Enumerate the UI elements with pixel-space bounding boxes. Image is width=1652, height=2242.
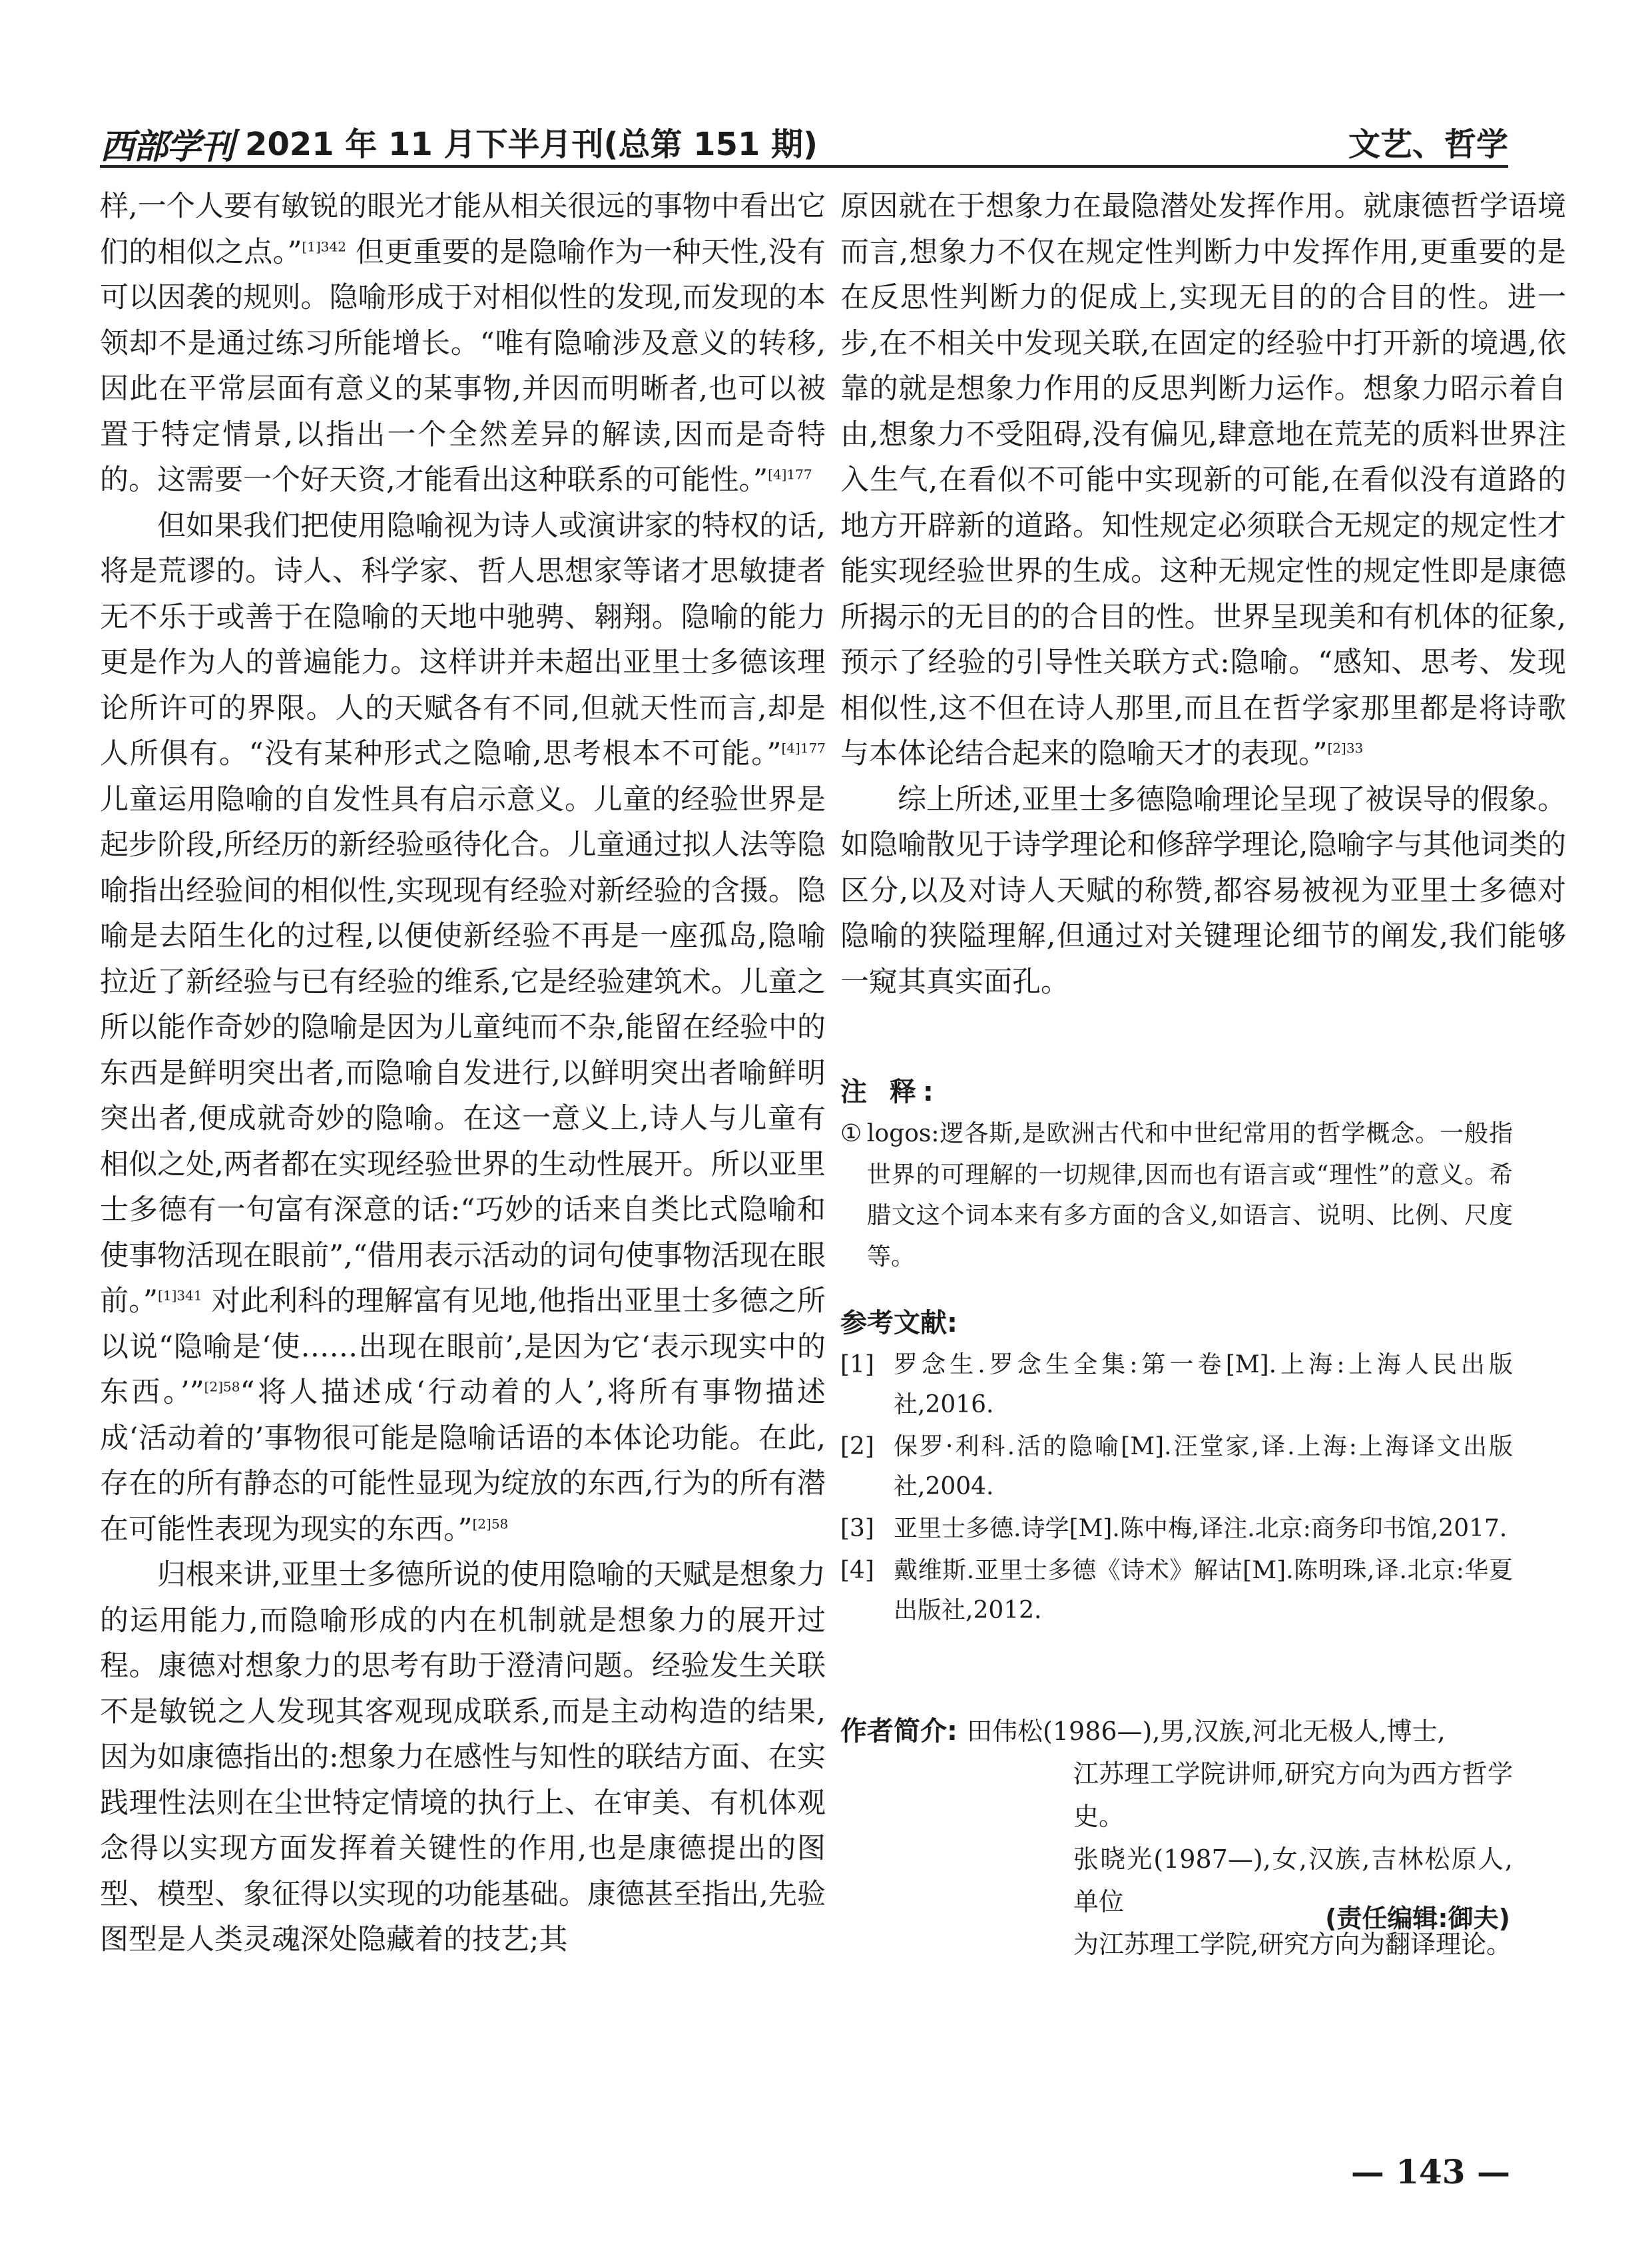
- citation: [2]58: [472, 1516, 509, 1532]
- paragraph: 原因就在于想象力在最隐潜处发挥作用。就康德哲学语境而言,想象力不仅在规定性判断力中发挥作用,更重要的是在反思性判断力的促成上,实现无目的的合目的性。进一步,在不相关中发现关联,在固定的经验中打开新的境遇,依靠的就是想象力作用的反思判断力运作。想象力昭示着自由,想象力不受阻碍,没有偏见,肆意地在荒芜的质料世界注入生气,在看似不可能中实现新的可能,在看似没有道路的地方开辟新的道路。知性规定必须联合无规定的规定性才能实现经验世界的生成。这种无规定性的规定性即是康德所揭示的无目的的合目的性。世界呈现美和有机体的征象,预示了经验的引导性关联方式:隐喻。“感知、思考、发现相似性,这不但在诗人那里,而且在哲学家那里都是将诗歌与本体论结合起来的隐喻天才的表现。”$^{[2]33}$: [840, 190, 1566, 770]
- running-header: [100, 113, 1508, 169]
- footnote-mark: ①: [840, 1120, 862, 1147]
- footnote: [840, 1113, 1513, 1277]
- reference-item: [1] 罗念生.罗念生全集:第一卷[M].上海:上海人民出版社,2016.: [840, 1351, 1513, 1418]
- references-heading: 参考文献:: [840, 1308, 958, 1338]
- citation: [4]177: [768, 466, 812, 483]
- citation: [1]342: [302, 238, 346, 255]
- page-number: — 143 —: [1350, 2152, 1510, 2191]
- author-line: 张晓光(1987—),女,汉族,吉林松原人,单位: [1073, 1844, 1513, 1916]
- header-rule: [100, 165, 1508, 168]
- references-list: [840, 1345, 1513, 1633]
- paragraph: 综上所述,亚里士多德隐喻理论呈现了被误导的假象。如隐喻散见于诗学理论和修辞学理论,隐喻字与其他词类的区分,以及对诗人天赋的称赞,都容易被视为亚里士多德对隐喻的狭隘理解,但通过对关键理论细节的阐发,我们能够一窥其真实面孔。: [840, 782, 1566, 999]
- author-line: 江苏理工学院讲师,研究方向为西方哲学史。: [1073, 1759, 1513, 1831]
- left-column: [100, 184, 826, 1963]
- citation: [1]341: [158, 1287, 202, 1304]
- footnote-text: logos:逻各斯,是欧洲古代和中世纪常用的哲学概念。一般指世界的可理解的一切规律,因而也有语言或“理性”的意义。希腊文这个词本来有多方面的含义,如语言、说明、比例、尺度等。: [867, 1120, 1513, 1270]
- citation: [2]33: [1327, 740, 1364, 756]
- reference-item: [4] 戴维斯.亚里士多德《诗术》解诂[M].陈明珠,译.北京:华夏出版社,2012.: [840, 1557, 1513, 1624]
- paragraph: 样,一个人要有敏锐的眼光才能从相关很远的事物中看出它们的相似之点。”$^{[1]342}$ 但更重要的是隐喻作为一种天性,没有可以因袭的规则。隐喻形成于对相似性的发现,而发现的本领却不是通过练习所能增长。“唯有隐喻涉及意义的转移,因此在平常层面有意义的某事物,并因而明晰者,也可以被置于特定情景,以指出一个全然差异的解读,因而是奇特的。这需要一个好天资,才能看出这种联系的可能性。”$^{[4]177}$: [100, 190, 826, 497]
- issue-info: 2021 年 11 月下半月刊(总第 151 期): [245, 126, 818, 163]
- paragraph: 但如果我们把使用隐喻视为诗人或演讲家的特权的话,将是荒谬的。诗人、科学家、哲人思想家等诸才思敏捷者无不乐于或善于在隐喻的天地中驰骋、翱翔。隐喻的能力更是作为人的普遍能力。这样讲并未超出亚里士多德该理论所许可的界限。人的天赋各有不同,但就天性而言,却是人所俱有。“没有某种形式之隐喻,思考根本不可能。”$^{[4]177}$ 儿童运用隐喻的自发性具有启示意义。儿童的经验世界是起步阶段,所经历的新经验亟待化合。儿童通过拟人法等隐喻指出经验间的相似性,实现现有经验对新经验的含摄。隐喻是去陌生化的过程,以便使新经验不再是一座孤岛,隐喻拉近了新经验与已有经验的维系,它是经验建筑术。儿童之所以能作奇妙的隐喻是因为儿童纯而不杂,能留在经验中的东西是鲜明突出者,而隐喻自发进行,以鲜明突出者喻鲜明突出者,便成就奇妙的隐喻。在这一意义上,诗人与儿童有相似之处,两者都在实现经验世界的生动性展开。所以亚里士多德有一句富有深意的话:“巧妙的话来自类比式隐喻和使事物活现在眼前”,“借用表示活动的词句使事物活现在眼前。”$^{[1]341}$ 对此利科的理解富有见地,他指出亚里士多德之所以说“隐喻是‘使……出现在眼前’,是因为它‘表示现实中的东西。’”$^{[2]58}$“将人描述成‘行动着的人’,将所有事物描述成‘活动着的’事物很可能是隐喻话语的本体论功能。在此,存在的所有静态的可能性显现为绽放的东西,行为的所有潜在可能性表现为现实的东西。”$^{[2]58}$: [100, 509, 826, 1546]
- notes-heading: 注 释:: [840, 1077, 940, 1107]
- section-name: 文艺、哲学: [1348, 126, 1508, 163]
- citation: [2]58: [204, 1378, 240, 1395]
- author-line: 为江苏理工学院,研究方向为翻译理论。: [1073, 1930, 1512, 1959]
- right-column: [840, 184, 1566, 1005]
- journal-logo: 西部学刊: [100, 127, 234, 167]
- author-bio-label: 作者简介:: [840, 1716, 958, 1747]
- reference-item: [3] 亚里士多德.诗学[M].陈中梅,译注.北京:商务印书馆,2017.: [840, 1515, 1508, 1542]
- author-line: 田伟松(1986—),男,汉族,河北无极人,博士,: [967, 1717, 1446, 1746]
- citation: [4]177: [781, 740, 826, 756]
- paragraph: 归根来讲,亚里士多德所说的使用隐喻的天赋是想象力的运用能力,而隐喻形成的内在机制就是想象力的展开过程。康德对想象力的思考有助于澄清问题。经验发生关联不是敏锐之人发现其客观现成联系,而是主动构造的结果,因为如康德指出的:想象力在感性与知性的联结方面、在实践理性法则在尘世特定情境的执行上、在审美、有机体观念得以实现方面发挥着关键性的作用,也是康德提出的图型、模型、象征得以实现的功能基础。康德甚至指出,先验图型是人类灵魂深处隐藏着的技艺;其: [100, 1558, 826, 1956]
- responsible-editor: (责任编辑:御夫): [1325, 1904, 1510, 1933]
- reference-item: [2] 保罗·利科.活的隐喻[M].汪堂家,译.上海:上海译文出版社,2004.: [840, 1433, 1513, 1500]
